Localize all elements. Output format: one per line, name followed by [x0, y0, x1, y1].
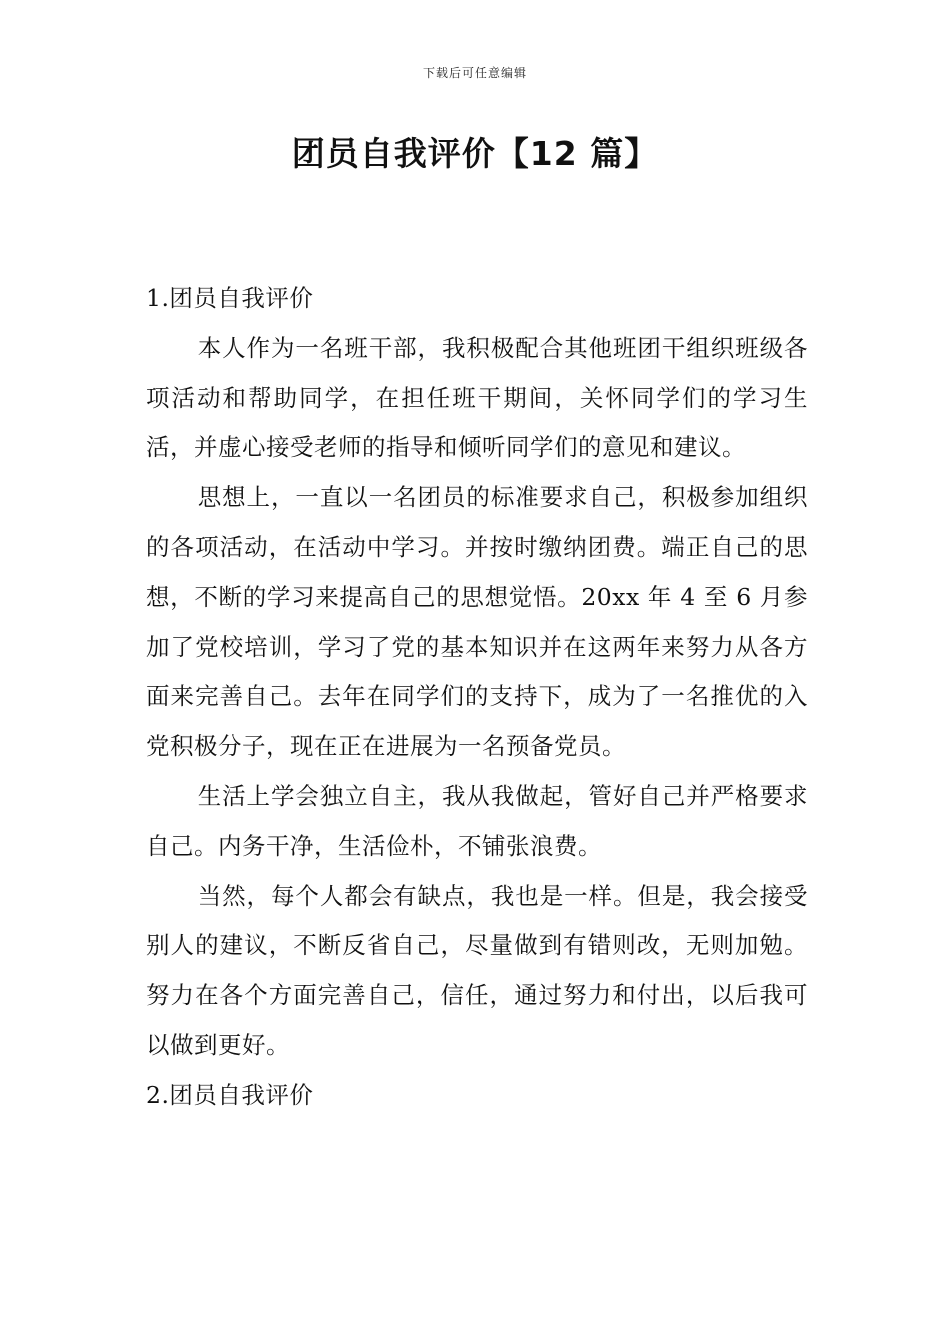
paragraph: 本人作为一名班干部，我积极配合其他班团干组织班级各项活动和帮助同学，在担任班干期间，关怀同学们的学习生活，并虚心接受老师的指导和倾听同学们的意见和建议。 [146, 333, 808, 462]
header-note: 下载后可任意编辑 [422, 66, 527, 80]
paragraph: 当然，每个人都会有缺点，我也是一样。但是，我会接受别人的建议，不断反省自己，尽量做到有错则改，无则加勉。努力在各个方面完善自己，信任，通过努力和付出，以后我可以做到更好。 [146, 881, 808, 1059]
paragraph: 思想上，一直以一名团员的标准要求自己，积极参加组织的各项活动，在活动中学习。并按时缴纳团费。端正自己的思想，不断的学习来提高自己的思想觉悟。20xx 年 4 至 6 月参加了党校培训，学习了党的基本知识并在这两年来努力从各方面来完善自己。去年在同学们的支持下，成为了一名推优的入党积极分子，现在正在进展为一名预备党员。 [146, 483, 808, 761]
document-body [146, 274, 808, 1121]
section-heading: 1.团员自我评价 [146, 284, 314, 312]
section-heading: 2.团员自我评价 [146, 1080, 314, 1109]
paragraph: 生活上学会独立自主，我从我做起，管好自己并严格要求自己。内务干净，生活俭朴，不铺张浪费。 [146, 781, 808, 860]
document-title: 团员自我评价【12 篇】 [291, 134, 659, 173]
